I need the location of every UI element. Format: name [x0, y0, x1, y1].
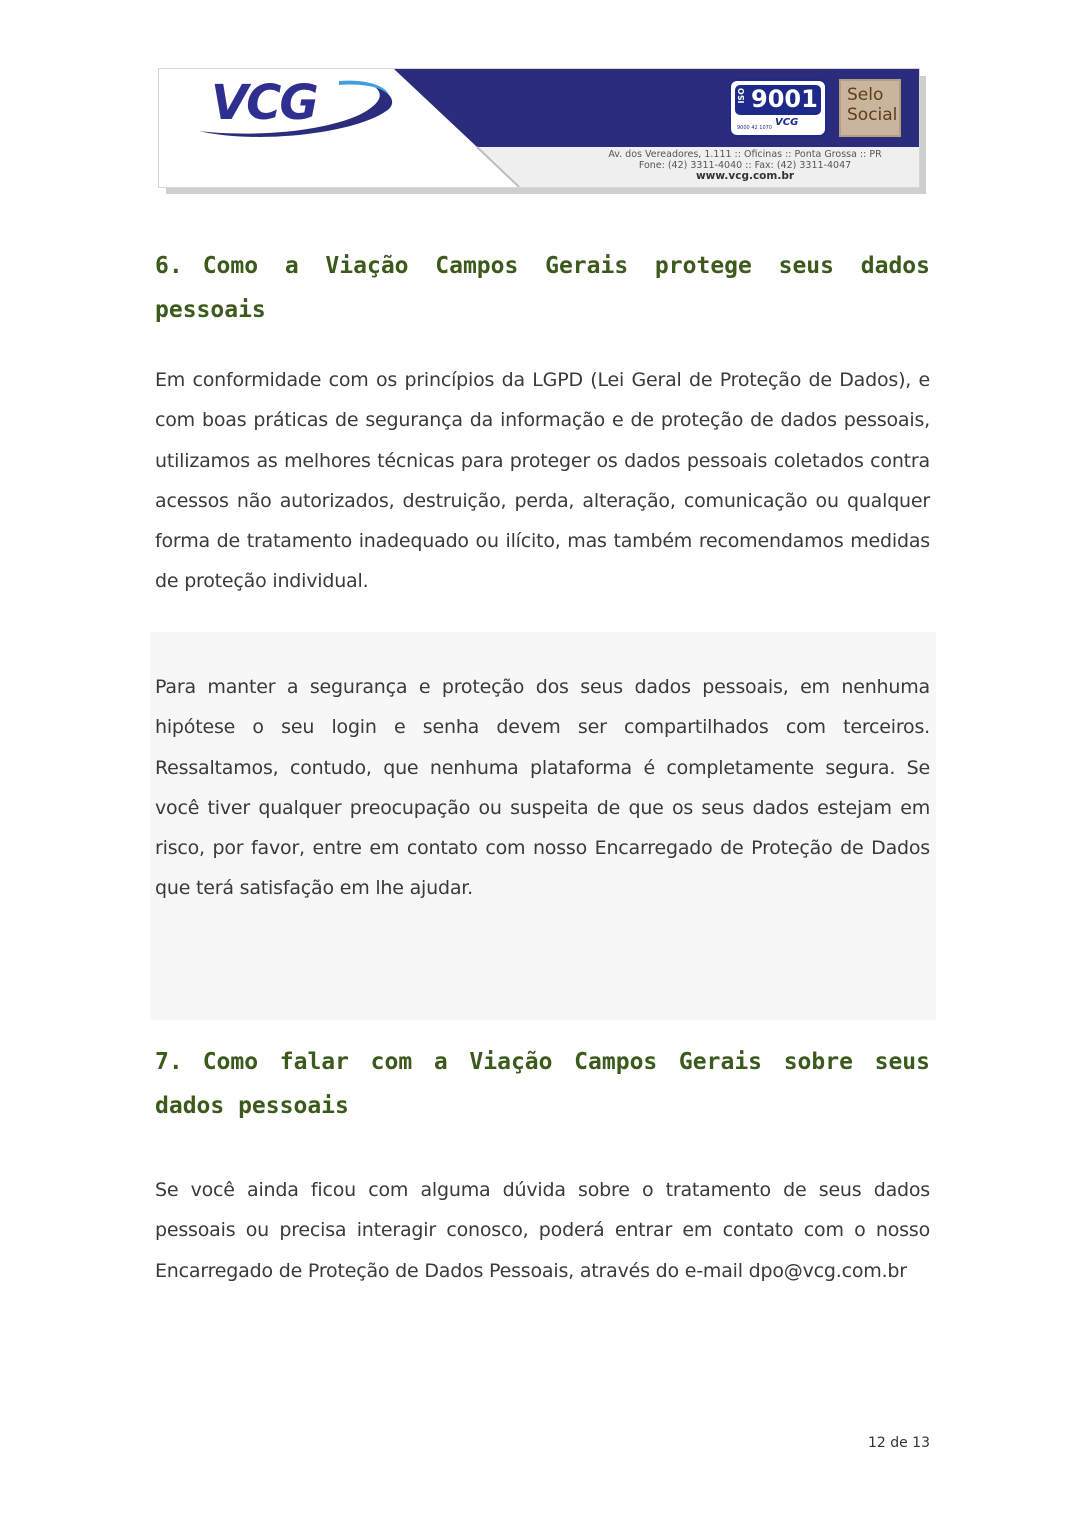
- section-7-heading: [155, 1040, 930, 1128]
- iso-number: 9001: [751, 85, 818, 113]
- address-line1: Av. dos Vereadores, 1.111 :: Oficinas :: Ponta Grossa :: PR: [608, 149, 882, 160]
- section-6-paragraph-2: Para manter a segurança e proteção dos seus dados pessoais, em nenhuma hipótese o seu login e senha devem ser compartilhados com terceiros. Ressaltamos, contudo, que nenhuma plataforma é completamente segura. Se você tiver qualquer preocupação ou suspeita de que os seus dados estejam em risco, por favor, entre em contato com nosso Encarregado de Proteção de Dados que terá satisfação em lhe ajudar.: [155, 676, 930, 900]
- section-7-number: 7.: [155, 1049, 183, 1075]
- letterhead-card: [158, 68, 920, 188]
- vcg-logo: VCG: [211, 75, 317, 131]
- section-6-number: 6.: [155, 253, 183, 279]
- selo-social-badge: [839, 79, 901, 137]
- address-line2: Fone: (42) 3311-4040 :: Fax: (42) 3311-4047: [638, 160, 852, 171]
- website-link[interactable]: www.vcg.com.br: [695, 170, 795, 182]
- letterhead: [158, 68, 928, 196]
- section-7-paragraph-1: Se você ainda ficou com alguma dúvida sobre o tratamento de seus dados pessoais ou precisa interagir conosco, poderá entrar em contato com o nosso Encarregado de Proteção de Dados Pessoais, através do e-mail dpo@vcg.com.br: [155, 1179, 930, 1282]
- page-number: 12 de 13: [867, 1435, 930, 1451]
- selo-line2: Social: [847, 105, 898, 125]
- section-6-paragraph-1: Em conformidade com os princípios da LGPD (Lei Geral de Proteção de Dados), e com boas práticas de segurança da informação e de proteção de dados pessoais, utilizamos as melhores técnicas para proteger os dados pessoais coletados contra acessos não autorizados, destruição, perda, alteração, comunicação ou qualquer forma de tratamento inadequado ou ilícito, mas também recomendamos medidas de proteção individual.: [155, 369, 930, 593]
- iso-brand: VCG: [775, 117, 799, 128]
- iso-cert-number: 9000 42 1070: [737, 125, 772, 131]
- letterhead-address: [585, 149, 905, 182]
- section-7-title: Como falar com a Viação Campos Gerais sobre seus dados pessoais: [155, 1049, 930, 1119]
- selo-social-text: [847, 85, 897, 125]
- iso-9001-badge: [729, 79, 827, 137]
- section-6-title: Como a Viação Campos Gerais protege seus dados pessoais: [155, 253, 930, 323]
- iso-side-label: ISO: [737, 88, 746, 104]
- section-6-heading: [155, 244, 930, 332]
- selo-line1: Selo: [847, 85, 884, 105]
- iso-badge-band: [735, 85, 821, 115]
